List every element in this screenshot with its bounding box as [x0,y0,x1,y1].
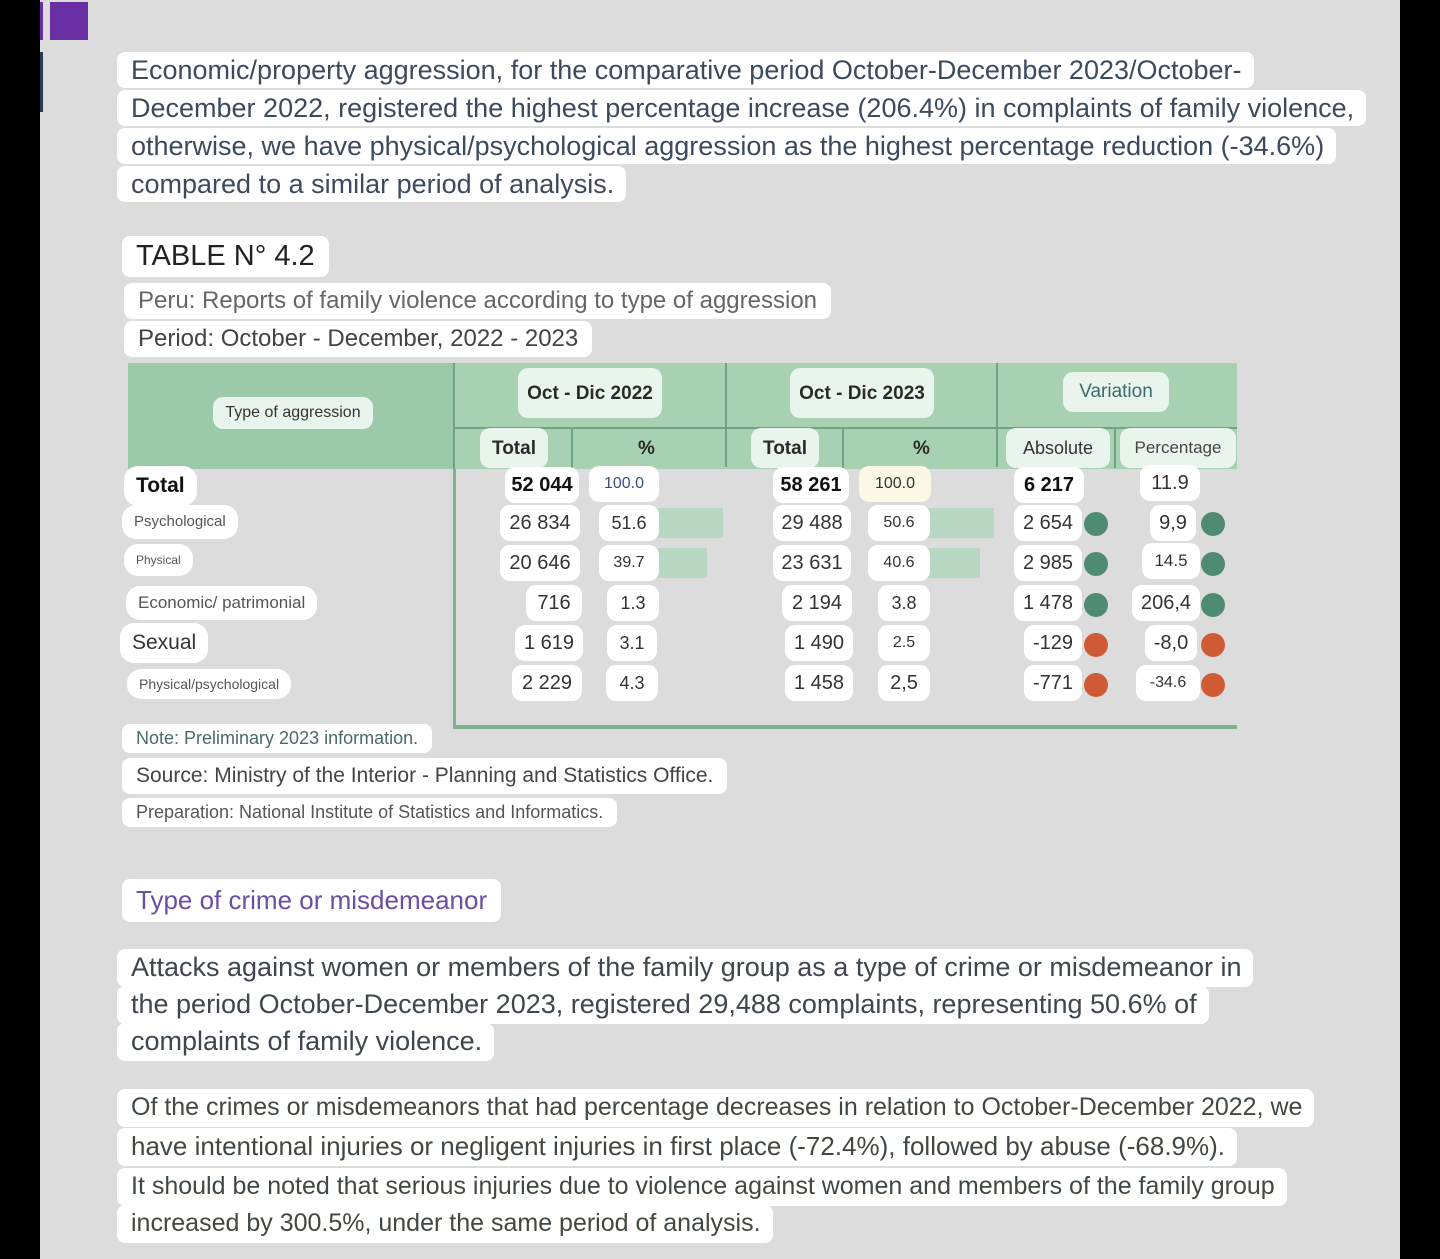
header-period-2023: Oct - Dic 2023 [790,368,934,418]
status-dot-decrease [1084,633,1108,657]
row-label-physical: Physical [124,544,193,576]
status-dot-decrease [1084,673,1108,697]
header-type-of-aggression: Type of aggression [213,397,373,429]
cell-percentage: -34.6 [1136,665,1200,701]
cell-percentage: 206,4 [1132,585,1200,621]
cell-absolute: 1 478 [1014,585,1082,621]
header-percentage: Percentage [1120,428,1236,468]
share-bar-physical-2022 [656,548,707,578]
cell-total-2023: 23 631 [773,545,851,581]
paragraph-line: have intentional injuries or negligent injuries in first place (-72.4%), followed by abuse (-68.9%). [117,1128,1237,1166]
divider [725,363,727,467]
status-dot-decrease [1201,673,1225,697]
status-dot-increase [1201,512,1225,536]
cell-percentage: -8,0 [1145,625,1197,661]
row-label-sexual: Sexual [120,623,208,663]
paragraph-line: December 2022, registered the highest percentage increase (206.4%) in complaints of family violence, [117,90,1366,126]
header-total-2023: Total [751,428,819,468]
paragraph-line: Of the crimes or misdemeanors that had percentage decreases in relation to October-December 2022, we [117,1089,1314,1127]
cell-total-2022: 1 619 [515,625,583,661]
status-dot-increase [1084,593,1108,617]
row-label-total: Total [124,466,197,506]
cell-total-2022: 52 044 [505,467,579,503]
cell-pct-2022: 39.7 [599,545,659,581]
cell-total-2023: 58 261 [773,467,849,503]
cell-total-2022: 2 229 [512,665,582,701]
header-period-2022: Oct - Dic 2022 [518,368,662,418]
cell-pct-2022: 51.6 [599,505,659,541]
cell-total-2023: 2 194 [782,585,852,621]
section-heading: Type of crime or misdemeanor [122,879,501,922]
cell-pct-2023: 50.6 [868,505,930,541]
table-rule [453,469,456,727]
row-label-psychological: Psychological [122,505,238,539]
cell-absolute: -771 [1024,665,1082,701]
divider [453,363,455,469]
cell-total-2023: 1 458 [785,665,853,701]
cell-total-2022: 26 834 [500,505,580,541]
paragraph-line: Attacks against women or members of the family group as a type of crime or misdemeanor in [117,949,1253,987]
paragraph-line: otherwise, we have physical/psychological aggression as the highest percentage reduction (-34.6%) [117,128,1336,164]
status-dot-decrease [1201,633,1225,657]
table-preparation: Preparation: National Institute of Statistics and Informatics. [122,798,617,827]
cell-percentage: 14.5 [1142,543,1200,579]
cell-total-2022: 716 [526,585,582,621]
cell-absolute: 2 654 [1014,505,1082,541]
accent-edge [40,2,43,40]
share-bar-physical-2023 [927,548,980,578]
divider [842,428,844,468]
paragraph-line: the period October-December 2023, registered 29,488 complaints, representing 50.6% of [117,986,1209,1024]
table-period: Period: October - December, 2022 - 2023 [124,321,592,357]
paragraph-line: compared to a similar period of analysis. [117,166,626,202]
header-variation: Variation [1063,372,1169,412]
cell-pct-2023: 2,5 [878,665,930,701]
status-dot-increase [1201,593,1225,617]
cell-absolute: 6 217 [1014,467,1084,503]
cell-pct-2022: 1.3 [607,585,659,621]
share-bar-psychological-2023 [927,508,994,538]
cell-pct-2023: 2.5 [878,625,930,661]
purple-square-icon [50,2,88,40]
table-subtitle: Peru: Reports of family violence according to type of aggression [124,283,831,319]
cell-percentage: 11.9 [1140,465,1200,501]
paragraph-line: increased by 300.5%, under the same period of analysis. [117,1205,773,1243]
header-total-2022: Total [480,428,548,468]
cell-total-2023: 29 488 [773,505,851,541]
paragraph-line: Economic/property aggression, for the comparative period October-December 2023/October- [117,52,1254,88]
table-title: TABLE N° 4.2 [122,236,329,277]
header-absolute: Absolute [1006,428,1110,468]
header-pct-2022: % [638,438,655,459]
divider [1114,428,1116,468]
paragraph-line: It should be noted that serious injuries due to violence against women and members of the family group [117,1168,1287,1206]
cell-pct-2023: 100.0 [859,466,931,502]
divider [571,428,573,468]
header-pct-2023: % [913,438,930,459]
table-rule [453,725,1237,729]
row-label-economic-patrimonial: Economic/ patrimonial [126,586,317,620]
dark-edge-marker [40,52,43,112]
status-dot-increase [1084,552,1108,576]
cell-pct-2023: 40.6 [868,545,930,581]
status-dot-increase [1084,512,1108,536]
cell-pct-2022: 3.1 [607,625,657,661]
paragraph-line: complaints of family violence. [117,1023,494,1061]
divider [996,363,998,467]
cell-pct-2022: 4.3 [606,665,658,701]
divider [454,427,1237,429]
table-note: Note: Preliminary 2023 information. [122,724,432,753]
cell-absolute: 2 985 [1014,545,1082,581]
share-bar-psychological-2022 [656,508,723,538]
cell-total-2023: 1 490 [785,625,853,661]
cell-percentage: 9,9 [1150,505,1196,541]
cell-total-2022: 20 646 [500,545,580,581]
cell-pct-2022: 100.0 [589,466,659,502]
status-dot-increase [1201,552,1225,576]
row-label-physical-psychological: Physical/psychological [127,669,291,699]
cell-pct-2023: 3.8 [878,585,930,621]
table-source: Source: Ministry of the Interior - Planning and Statistics Office. [122,758,727,794]
cell-absolute: -129 [1024,625,1082,661]
